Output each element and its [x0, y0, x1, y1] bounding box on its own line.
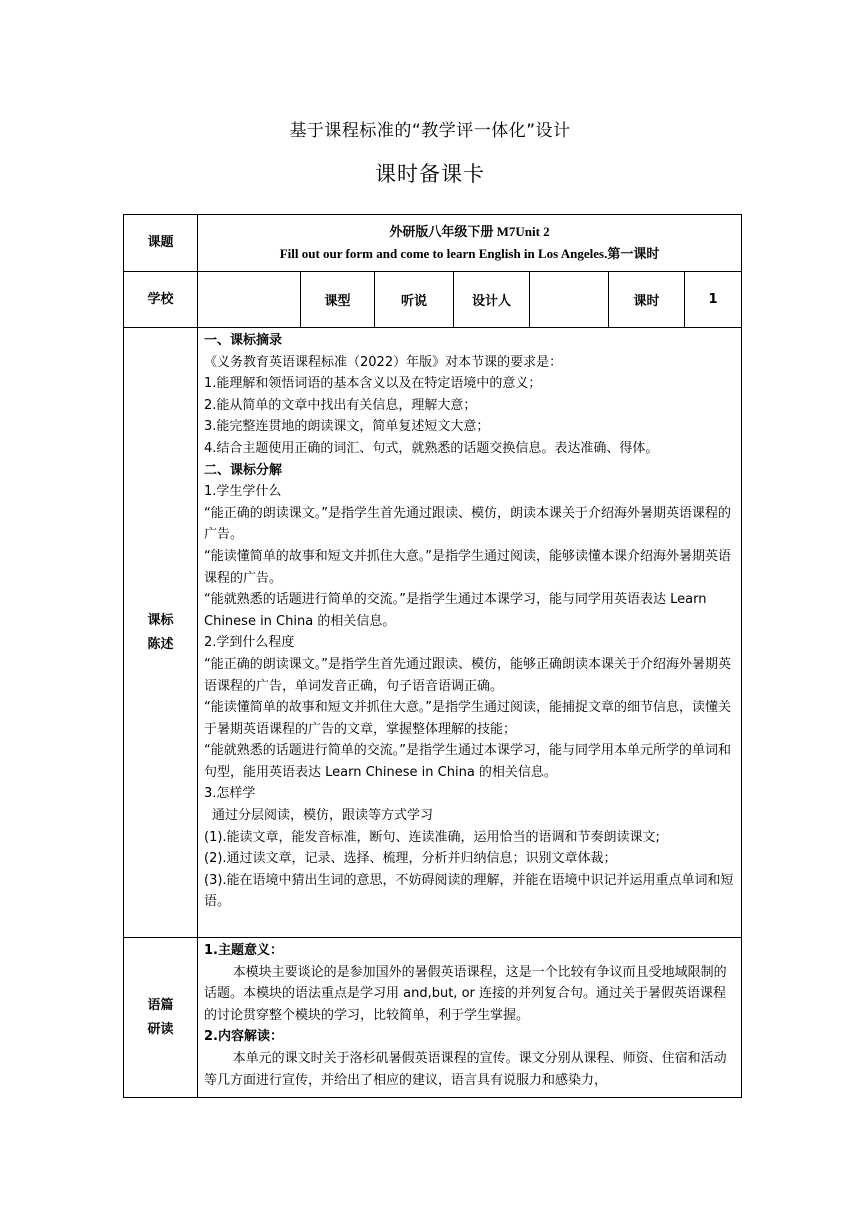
- text-study-line: 2.内容解读：: [204, 1029, 283, 1045]
- topic-row: [124, 215, 742, 272]
- standards-line: 4.结合主题使用正确的词汇、句式，就熟悉的话题交换信息。表达准确、得体。: [204, 440, 659, 456]
- text-study-line: 1.主题意义：: [204, 943, 283, 958]
- info-row: [124, 272, 742, 328]
- topic-line-2: Fill out our form and come to learn English in Los Angeles.第一课时: [279, 246, 660, 261]
- topic-line-1: 外研版八年级下册 M7Unit 2: [389, 224, 550, 239]
- standards-line: (3).能在语境中猜出生词的意思，不妨碍阅读的理解，并能在语境中识记并运用重点单词和短语。: [204, 872, 734, 910]
- designer-label: 设计人: [454, 272, 530, 328]
- standards-line: 3.怎样学: [204, 786, 256, 802]
- school-label: 学校: [124, 272, 198, 328]
- standards-line: 2.学到什么程度: [204, 635, 295, 651]
- standards-line: “能就熟悉的话题进行简单的交流。”是指学生通过本课学习，能与同学用英语表达 Learn Chinese in China 的相关信息。: [204, 592, 707, 629]
- school-value: [198, 272, 301, 328]
- standards-line: 《义务教育英语课程标准（2022）年版》对本节课的要求是：: [204, 354, 563, 370]
- type-value: 听说: [375, 272, 454, 328]
- standards-line: 通过分层阅读，模仿，跟读等方式学习: [212, 808, 434, 824]
- document-title: 基于课程标准的“教学评一体化”设计: [289, 121, 571, 141]
- standards-line: 1.学生学什么: [204, 484, 282, 500]
- topic-value: [198, 215, 742, 272]
- lesson-card-table: [123, 214, 742, 1098]
- standards-row: [124, 328, 742, 938]
- text-study-line: 本单元的课文时关于洛杉矶暑假英语课程的宣传。课文分别从课程、师资、住宿和活动等几方面进行宣传，并给出了相应的建议，语言具有说服力和感染力，: [204, 1050, 727, 1088]
- standards-line: 2.能从简单的文章中找出有关信息，理解大意；: [204, 397, 477, 413]
- standards-label-text: 课标陈述: [147, 612, 174, 652]
- document-subtitle: 课时备课卡: [375, 162, 485, 186]
- standards-line: 二、课标分解: [204, 462, 283, 478]
- standards-line: 3.能完整连贯地的朗读课文，简单复述短文大意；: [204, 419, 490, 435]
- period-label: 课时: [609, 272, 685, 328]
- standards-line: “能读懂简单的故事和短文并抓住大意。”是指学生通过阅读，能捕捉文章的细节信息，读懂关于暑期英语课程的广告的文章，掌握整体理解的技能；: [204, 700, 731, 737]
- text-study-label-text: 语篇研读: [147, 997, 174, 1037]
- standards-label: [124, 328, 198, 938]
- standards-line: “能读懂简单的故事和短文并抓住大意。”是指学生通过阅读，能够读懂本课介绍海外暑期英语课程的广告。: [204, 548, 731, 586]
- standards-line: 1.能理解和领悟词语的基本含义以及在特定语境中的意义；: [204, 376, 542, 392]
- standards-line: “能正确的朗读课文。”是指学生首先通过跟读、模仿，朗读本课关于介绍海外暑期英语课程的广告。: [204, 505, 731, 543]
- standards-line: (2).通过读文章，记录、选择、梳理，分析并归纳信息；识别文章体裁；: [204, 851, 617, 867]
- designer-value: [530, 272, 609, 328]
- text-study-label: [124, 938, 198, 1098]
- period-value: 1: [685, 272, 742, 328]
- text-study-content: [198, 938, 742, 1098]
- type-label: 课型: [301, 272, 375, 328]
- text-study-row: [124, 938, 742, 1098]
- standards-line: (1).能读文章，能发音标准，断句、连读准确，运用恰当的语调和节奏朗读课文;: [204, 829, 660, 845]
- standards-line: 一、课标摘录: [204, 333, 283, 348]
- standards-content: [198, 328, 742, 938]
- text-study-line: 本模块主要谈论的是参加国外的暑假英语课程，这是一个比较有争议而且受地域限制的话题。本模块的语法重点是学习用 and,but, or 连接的并列复合句。通过关于暑假英语课程的讨论贯穿整个模块的学习，比较简单，利于学生掌握。: [204, 964, 727, 1023]
- standards-line: “能正确的朗读课文。”是指学生首先通过跟读、模仿，能够正确朗读本课关于介绍海外暑期英语课程的广告，单词发音正确，句子语音语调正确。: [204, 656, 731, 694]
- standards-line: “能就熟悉的话题进行简单的交流。”是指学生通过本课学习，能与同学用本单元所学的单词和句型，能用英语表达 Learn Chinese in China 的相关信息。: [204, 743, 731, 780]
- topic-label: 课题: [124, 215, 198, 272]
